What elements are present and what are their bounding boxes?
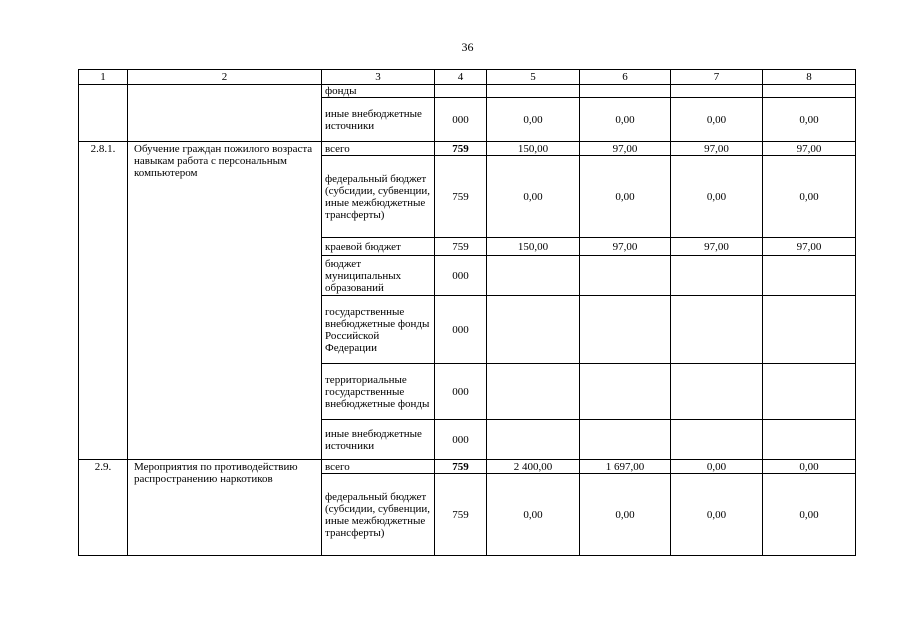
item-name-cell	[128, 85, 322, 142]
value-cell: 0,00	[763, 474, 856, 556]
value-cell: 97,00	[580, 238, 671, 256]
funding-source-cell: всего	[322, 460, 435, 474]
funding-source-cell: территориальные государственные внебюджетные фонды	[322, 364, 435, 420]
header-cell: 5	[487, 70, 580, 85]
value-cell: 0,00	[671, 460, 763, 474]
value-cell	[580, 85, 671, 98]
value-cell: 150,00	[487, 142, 580, 156]
item-number-cell: 2.9.	[79, 460, 128, 556]
value-cell	[487, 364, 580, 420]
header-cell: 3	[322, 70, 435, 85]
value-cell: 0,00	[580, 156, 671, 238]
funding-source-cell: иные внебюджетные источники	[322, 420, 435, 460]
funding-source-cell: бюджет муниципальных образований	[322, 256, 435, 296]
item-number-cell: 2.8.1.	[79, 142, 128, 460]
value-cell: 97,00	[580, 142, 671, 156]
funding-source-cell: федеральный бюджет (субсидии, субвенции, иные межбюджетные трансферты)	[322, 474, 435, 556]
table-row	[79, 85, 856, 98]
budget-table	[78, 69, 856, 556]
value-cell: 150,00	[487, 238, 580, 256]
value-cell	[763, 420, 856, 460]
code-cell	[435, 85, 487, 98]
funding-source-cell: краевой бюджет	[322, 238, 435, 256]
value-cell: 97,00	[671, 238, 763, 256]
table-row	[79, 460, 856, 474]
header-cell: 7	[671, 70, 763, 85]
value-cell	[487, 85, 580, 98]
value-cell: 0,00	[763, 460, 856, 474]
value-cell	[763, 364, 856, 420]
value-cell	[580, 420, 671, 460]
value-cell	[763, 256, 856, 296]
funding-source-cell: фонды	[322, 85, 435, 98]
value-cell	[487, 256, 580, 296]
value-cell	[763, 85, 856, 98]
table-row	[79, 142, 856, 156]
value-cell: 2 400,00	[487, 460, 580, 474]
header-cell: 8	[763, 70, 856, 85]
code-cell: 759	[435, 142, 487, 156]
value-cell: 1 697,00	[580, 460, 671, 474]
value-cell	[763, 296, 856, 364]
value-cell	[487, 296, 580, 364]
funding-source-cell: всего	[322, 142, 435, 156]
code-cell: 000	[435, 364, 487, 420]
value-cell: 0,00	[580, 474, 671, 556]
item-number-cell	[79, 85, 128, 142]
code-cell: 759	[435, 156, 487, 238]
value-cell: 97,00	[671, 142, 763, 156]
code-cell: 759	[435, 460, 487, 474]
header-cell: 2	[128, 70, 322, 85]
header-cell: 1	[79, 70, 128, 85]
header-cell: 4	[435, 70, 487, 85]
value-cell	[671, 296, 763, 364]
value-cell: 0,00	[580, 98, 671, 142]
value-cell	[671, 420, 763, 460]
header-row	[79, 70, 856, 85]
value-cell	[580, 256, 671, 296]
page-number: 36	[461, 40, 474, 54]
code-cell: 000	[435, 420, 487, 460]
value-cell: 0,00	[763, 156, 856, 238]
value-cell	[671, 85, 763, 98]
header-cell: 6	[580, 70, 671, 85]
value-cell: 97,00	[763, 142, 856, 156]
value-cell	[487, 420, 580, 460]
value-cell	[580, 364, 671, 420]
value-cell: 0,00	[671, 156, 763, 238]
value-cell: 97,00	[763, 238, 856, 256]
code-cell: 000	[435, 98, 487, 142]
value-cell	[671, 256, 763, 296]
code-cell: 000	[435, 296, 487, 364]
value-cell: 0,00	[487, 98, 580, 142]
funding-source-cell: иные внебюджетные источники	[322, 98, 435, 142]
code-cell: 759	[435, 474, 487, 556]
value-cell: 0,00	[763, 98, 856, 142]
value-cell: 0,00	[487, 156, 580, 238]
item-name-cell: Мероприятия по противодействию распространению наркотиков	[128, 460, 322, 556]
value-cell: 0,00	[671, 474, 763, 556]
value-cell	[671, 364, 763, 420]
value-cell: 0,00	[671, 98, 763, 142]
code-cell: 000	[435, 256, 487, 296]
item-name-cell: Обучение граждан пожилого возраста навыкам работа с персональным компьютером	[128, 142, 322, 460]
funding-source-cell: государственные внебюджетные фонды Российской Федерации	[322, 296, 435, 364]
funding-source-cell: федеральный бюджет (субсидии, субвенции, иные межбюджетные трансферты)	[322, 156, 435, 238]
value-cell: 0,00	[487, 474, 580, 556]
code-cell: 759	[435, 238, 487, 256]
value-cell	[580, 296, 671, 364]
